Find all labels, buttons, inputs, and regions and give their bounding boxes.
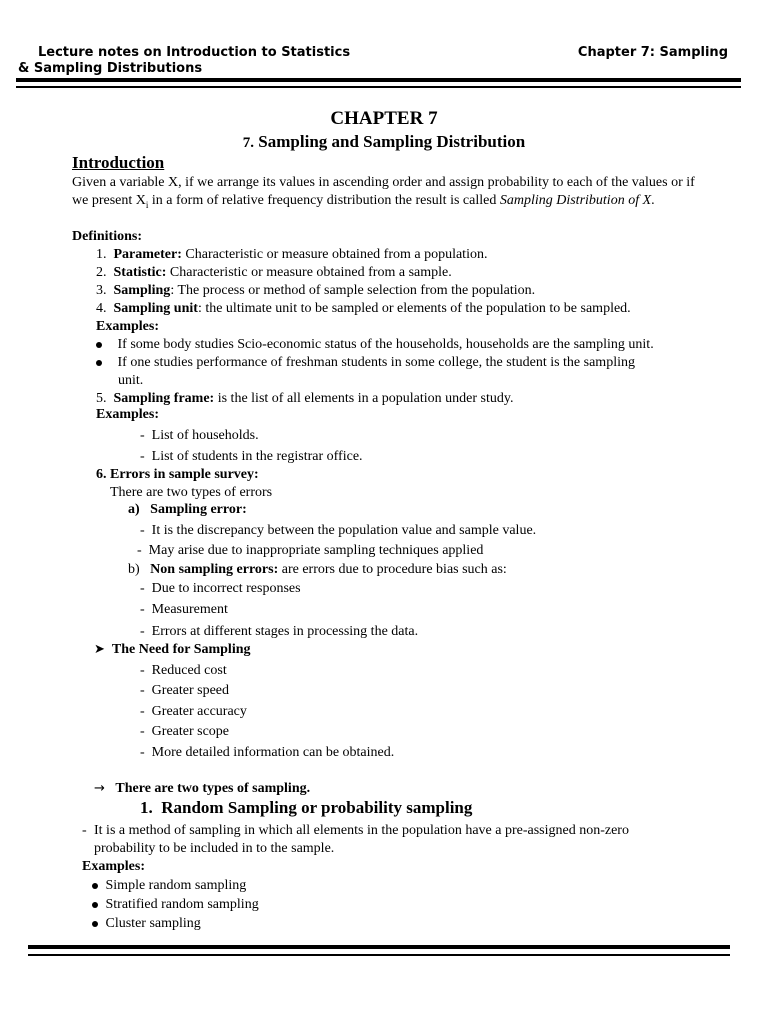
- dash-item-text: Greater scope: [151, 724, 230, 739]
- dash-item-text: May arise due to inappropriate sampling techniques applied: [148, 543, 484, 558]
- definition-item: [96, 282, 535, 300]
- example-text: Cluster sampling: [105, 916, 201, 931]
- chapter-subtitle-text: Sampling and Sampling Distribution: [258, 132, 526, 151]
- chapter-title: CHAPTER 7: [330, 108, 438, 129]
- footer-rule-thin: [28, 954, 730, 956]
- dash-item: [140, 744, 394, 762]
- dash-item: [140, 703, 247, 721]
- dash-glyph: -: [140, 683, 145, 698]
- item-text: : the ultimate unit to be sampled or elements of the population to be sampled.: [197, 301, 631, 316]
- footer-rule-thick: [28, 945, 730, 949]
- intro-heading: Introduction: [72, 153, 165, 172]
- dash-item: [140, 623, 418, 641]
- intro-text-a: Given a variable X, if we arrange its values in ascending order and assign probability to each of the values or if we present X: [72, 175, 695, 208]
- random-sampling-dash: -: [82, 823, 87, 838]
- random-sampling-heading: 1. Random Sampling or probability sampling: [140, 798, 473, 817]
- example-bullet-item: [92, 896, 259, 914]
- chapter-number: 7.: [242, 135, 255, 151]
- intro-text-b: in a form of relative frequency distribution the result is called: [148, 193, 500, 208]
- example-text: Stratified random sampling: [105, 897, 259, 912]
- dash-item: [140, 522, 536, 540]
- dash-glyph: -: [140, 449, 145, 464]
- definitions-heading: Definitions:: [72, 229, 142, 244]
- dash-glyph: -: [140, 523, 145, 538]
- intro-subscript: i: [145, 199, 149, 210]
- dash-glyph: -: [140, 581, 145, 596]
- header-title-line2: & Sampling Distributions: [18, 61, 203, 76]
- item-term: Sampling: [113, 283, 171, 298]
- sub-term: Sampling error:: [150, 502, 247, 517]
- dash-glyph: -: [137, 543, 142, 558]
- item-number: 4.: [96, 301, 107, 316]
- dash-glyph: -: [140, 663, 145, 678]
- example-bullet-item: [96, 354, 635, 372]
- types-heading: [94, 780, 310, 798]
- intro-text-end: .: [651, 193, 655, 208]
- item-number: 5.: [96, 391, 107, 406]
- example-bullet-item: [96, 336, 654, 354]
- item-text: Characteristic or measure obtained from a population.: [181, 247, 488, 262]
- dash-item: [140, 662, 227, 680]
- dash-item-text: Reduced cost: [151, 663, 227, 678]
- bullet-icon: [96, 342, 102, 348]
- sub-label: b): [128, 562, 140, 577]
- item-text: is the list of all elements in a population under study.: [214, 391, 514, 406]
- bullet-icon: [92, 902, 98, 908]
- dash-item: [140, 580, 301, 598]
- item-text: : The process or method of sample selection from the population.: [170, 283, 536, 298]
- intro-paragraph: [72, 174, 702, 214]
- dash-item-text: It is the discrepancy between the population value and sample value.: [151, 523, 537, 538]
- need-heading-text: The Need for Sampling: [111, 642, 251, 657]
- sub-text: are errors due to procedure bias such as:: [278, 562, 507, 577]
- header-rule-thin: [16, 86, 741, 88]
- dash-glyph: -: [140, 602, 145, 617]
- dash-item: [140, 427, 259, 445]
- dash-item: [140, 448, 363, 466]
- example-bullet-item: [92, 915, 201, 933]
- definition-item: [96, 300, 631, 318]
- dash-item-text: Greater speed: [151, 683, 230, 698]
- item-text: Characteristic or measure obtained from a sample.: [166, 265, 452, 280]
- errors-heading: 6. Errors in sample survey:: [96, 467, 259, 482]
- item-term: Statistic:: [113, 265, 167, 280]
- header-chapter: Chapter 7: Sampling: [577, 45, 728, 60]
- sub-label: a): [128, 502, 140, 517]
- dash-glyph: -: [140, 624, 145, 639]
- random-sampling-text-line2: probability to be included in to the sample.: [94, 841, 335, 856]
- example-bullet-item: [92, 877, 246, 895]
- bullet-icon: [92, 921, 98, 927]
- header-title-line1: Lecture notes on Introduction to Statistics: [38, 45, 351, 60]
- dash-item-text: Due to incorrect responses: [151, 581, 301, 596]
- need-heading: [94, 641, 251, 659]
- examples-heading: Examples:: [96, 319, 159, 334]
- examples-heading: Examples:: [82, 859, 145, 874]
- example-text: If one studies performance of freshman students in some college, the student is the sampling: [117, 355, 635, 370]
- examples-heading: Examples:: [96, 407, 159, 422]
- chapter-subtitle: [0, 132, 768, 153]
- dash-item: [137, 542, 483, 560]
- header-left: [18, 45, 358, 77]
- dash-glyph: -: [140, 745, 145, 760]
- item-term: Parameter:: [113, 247, 182, 262]
- errors-intro: There are two types of errors: [110, 485, 273, 500]
- dash-item-text: List of households.: [151, 428, 259, 443]
- dash-item: [140, 601, 228, 619]
- dash-item-text: Greater accuracy: [151, 704, 247, 719]
- item-term: Sampling frame:: [113, 391, 215, 406]
- item-number: 3.: [96, 283, 107, 298]
- example-text: Simple random sampling: [105, 878, 247, 893]
- arrow-icon: →: [94, 781, 105, 796]
- dash-item-text: Errors at different stages in processing the data.: [151, 624, 419, 639]
- example-continuation: unit.: [118, 373, 144, 388]
- definition-item: [96, 264, 452, 282]
- item-number: 1.: [96, 247, 107, 262]
- header-rule-thick: [16, 78, 741, 82]
- item-number: 2.: [96, 265, 107, 280]
- dash-glyph: -: [140, 428, 145, 443]
- sub-term: Non sampling errors:: [150, 562, 279, 577]
- sampling-error-heading: [128, 501, 247, 519]
- arrowhead-icon: ➤: [94, 642, 105, 657]
- bullet-icon: [96, 360, 102, 366]
- random-sampling-text-line1: It is a method of sampling in which all elements in the population have a pre-assigned non-zero: [94, 823, 629, 838]
- intro-emphasis: Sampling Distribution of X: [499, 193, 652, 208]
- non-sampling-error-heading: [128, 561, 507, 579]
- dash-item: [140, 682, 229, 700]
- bullet-icon: [92, 883, 98, 889]
- types-heading-text: There are two types of sampling.: [115, 781, 311, 796]
- definition-item: [96, 246, 487, 264]
- dash-item-text: Measurement: [151, 602, 228, 617]
- example-text: If some body studies Scio-economic status of the households, households are the sampling unit.: [117, 337, 654, 352]
- item-term: Sampling unit: [113, 301, 198, 316]
- dash-glyph: -: [140, 704, 145, 719]
- dash-glyph: -: [140, 724, 145, 739]
- dash-item-text: More detailed information can be obtained.: [151, 745, 395, 760]
- dash-item-text: List of students in the registrar office.: [151, 449, 363, 464]
- dash-item: [140, 723, 229, 741]
